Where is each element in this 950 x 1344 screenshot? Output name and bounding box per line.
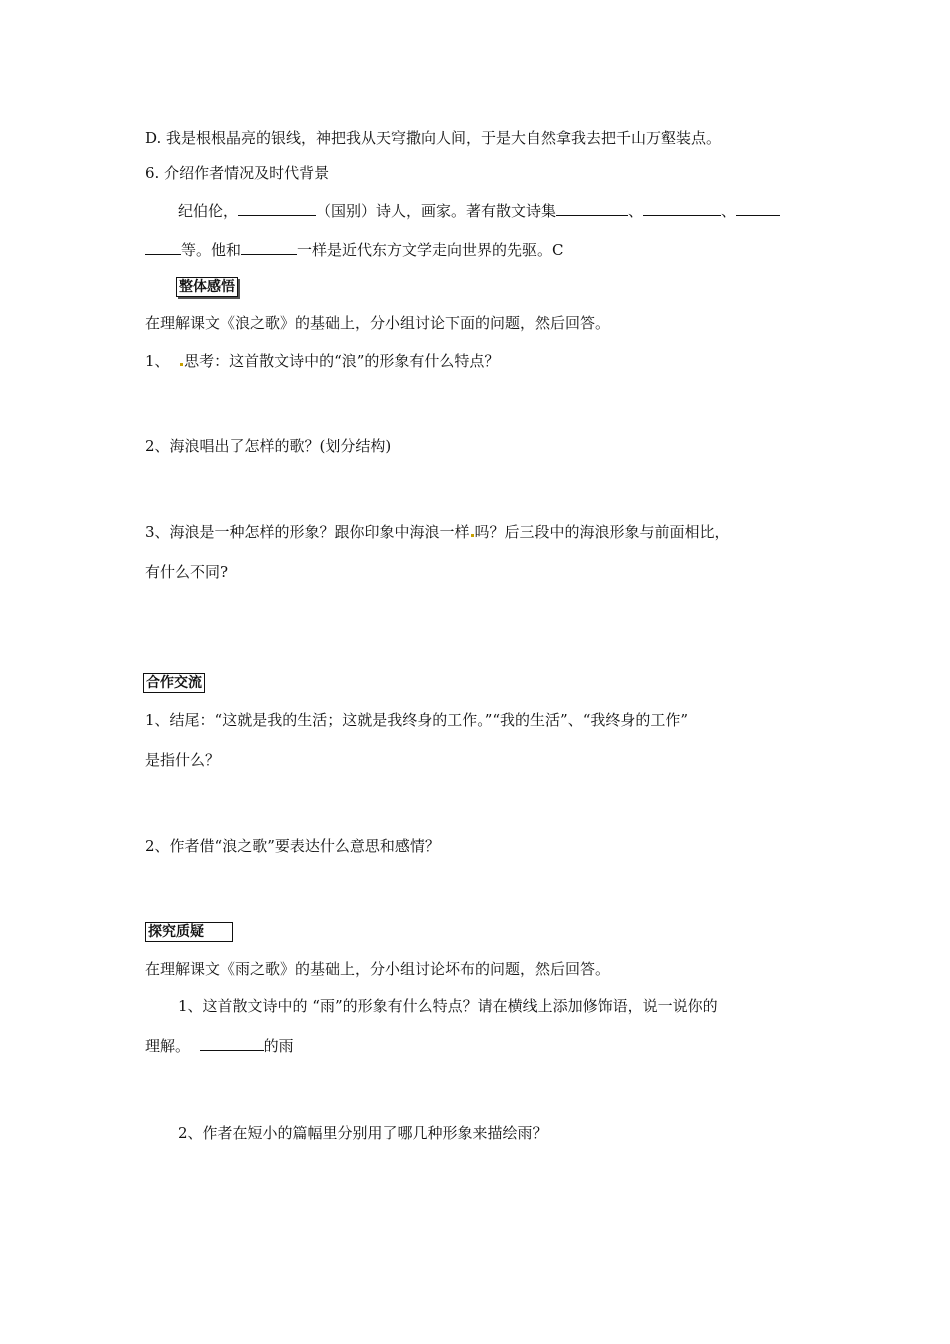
cooperate-question-1: 1、结尾：“这就是我的生活；这就是我终身的工作。”“我的生活”、“我终身的工作” — [145, 711, 689, 729]
author-info-line-2 — [145, 240, 564, 260]
question-3-part-a: 3、海浪是一种怎样的形象？跟你印象中海浪一样 — [145, 523, 470, 541]
explore-question-2: 2、作者在短小的篇幅里分别用了哪几种形象来描绘雨？ — [178, 1124, 548, 1142]
separator-1: 、 — [628, 202, 644, 220]
collection-blank-1[interactable] — [556, 201, 628, 216]
question-text: 思考：这首散文诗中的“浪”的形象有什么特点？ — [184, 352, 500, 370]
mark-icon — [471, 534, 474, 537]
explore-question-1: 1、这首散文诗中的 “雨”的形象有什么特点？请在横线上添加修饰语，说一说你的 — [178, 997, 718, 1015]
pioneer-text: 一样是近代东方文学走向世界的先驱。C — [297, 241, 564, 259]
overall-intro: 在理解课文《浪之歌》的基础上，分小组讨论下面的问题，然后回答。 — [145, 314, 611, 332]
overall-question-3-cont: 有什么不同? — [145, 563, 229, 581]
collection-blank-2[interactable] — [643, 201, 721, 216]
section-heading-cooperate: 合作交流 — [143, 673, 205, 693]
author-info-line-1 — [178, 201, 780, 221]
overall-question-3 — [145, 522, 730, 542]
separator-2: 、 — [721, 202, 737, 220]
section-heading-overall: 整体感悟 — [176, 277, 238, 297]
overall-question-1 — [145, 351, 499, 371]
country-blank[interactable] — [238, 201, 316, 216]
etc-text: 等。他和 — [181, 241, 242, 259]
question-6-line: 6. 介绍作者情况及时代背景 — [145, 164, 330, 182]
option-d-line: D. 我是根根晶亮的银线，神把我从天穹撒向人间，于是大自然拿我去把千山万壑装点。 — [145, 129, 722, 147]
country-text: （国别）诗人，画家。著有散文诗集 — [316, 202, 557, 220]
collection-blank-3b[interactable] — [145, 240, 181, 255]
overall-question-2: 2、海浪唱出了怎样的歌？(划分结构) — [145, 437, 392, 455]
mark-icon — [180, 363, 183, 366]
question-number: 1、 — [145, 352, 170, 370]
modifier-blank[interactable] — [200, 1036, 264, 1051]
explore-question-1-cont — [145, 1036, 294, 1056]
explore-intro: 在理解课文《雨之歌》的基础上，分小组讨论坏布的问题，然后回答。 — [145, 960, 611, 978]
understanding-text: 理解。 — [145, 1037, 191, 1055]
cooperate-question-2: 2、作者借“浪之歌”要表达什么意思和感情？ — [145, 837, 440, 855]
peer-blank[interactable] — [241, 240, 297, 255]
cooperate-question-1-cont: 是指什么？ — [145, 751, 221, 769]
author-name-text: 纪伯伦， — [178, 202, 239, 220]
rain-text: 的雨 — [263, 1037, 294, 1055]
question-3-part-b: 吗？后三段中的海浪形象与前面相比， — [474, 523, 730, 541]
section-heading-explore: 探究质疑 — [145, 922, 233, 942]
collection-blank-3a[interactable] — [736, 201, 780, 216]
